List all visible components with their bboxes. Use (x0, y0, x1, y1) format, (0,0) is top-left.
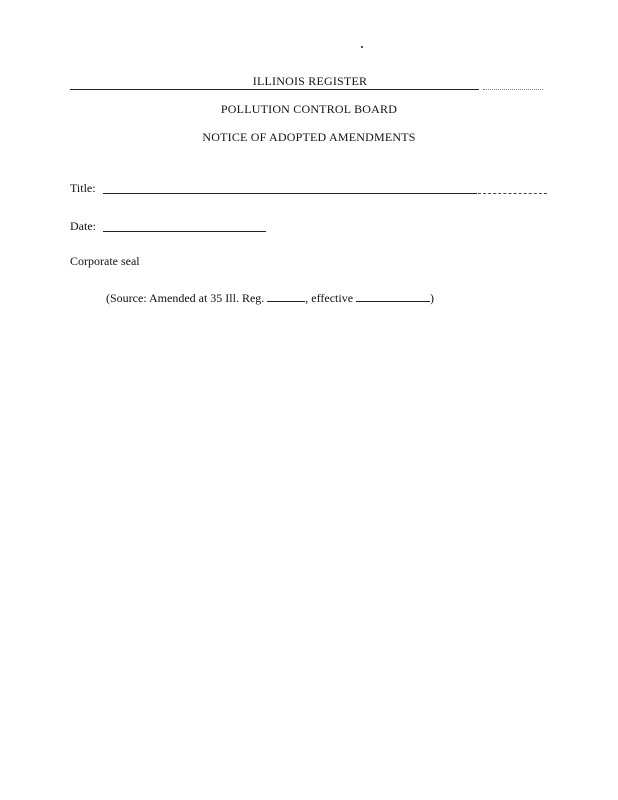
header-rule-dotted (483, 89, 543, 90)
header-rule (70, 89, 479, 90)
source-note-suffix: ) (430, 291, 435, 305)
source-note-prefix: (Source: Amended at 35 Ill. Reg. (106, 291, 268, 305)
date-label: Date: (70, 219, 96, 233)
title-field-line (103, 193, 477, 194)
stray-mark (361, 46, 363, 48)
title-field-line-dotted (478, 193, 547, 194)
source-note (106, 289, 434, 306)
corporate-seal-label: Corporate seal (70, 254, 140, 268)
source-note-middle: , effective (305, 291, 357, 305)
register-title: ILLINOIS REGISTER (252, 74, 368, 88)
title-label: Title: (70, 181, 96, 195)
agency-name: POLLUTION CONTROL BOARD (220, 102, 398, 116)
notice-heading: NOTICE OF ADOPTED AMENDMENTS (202, 130, 416, 144)
date-field-line (103, 231, 266, 232)
effective-date-blank (356, 289, 430, 302)
register-blank (267, 289, 305, 302)
